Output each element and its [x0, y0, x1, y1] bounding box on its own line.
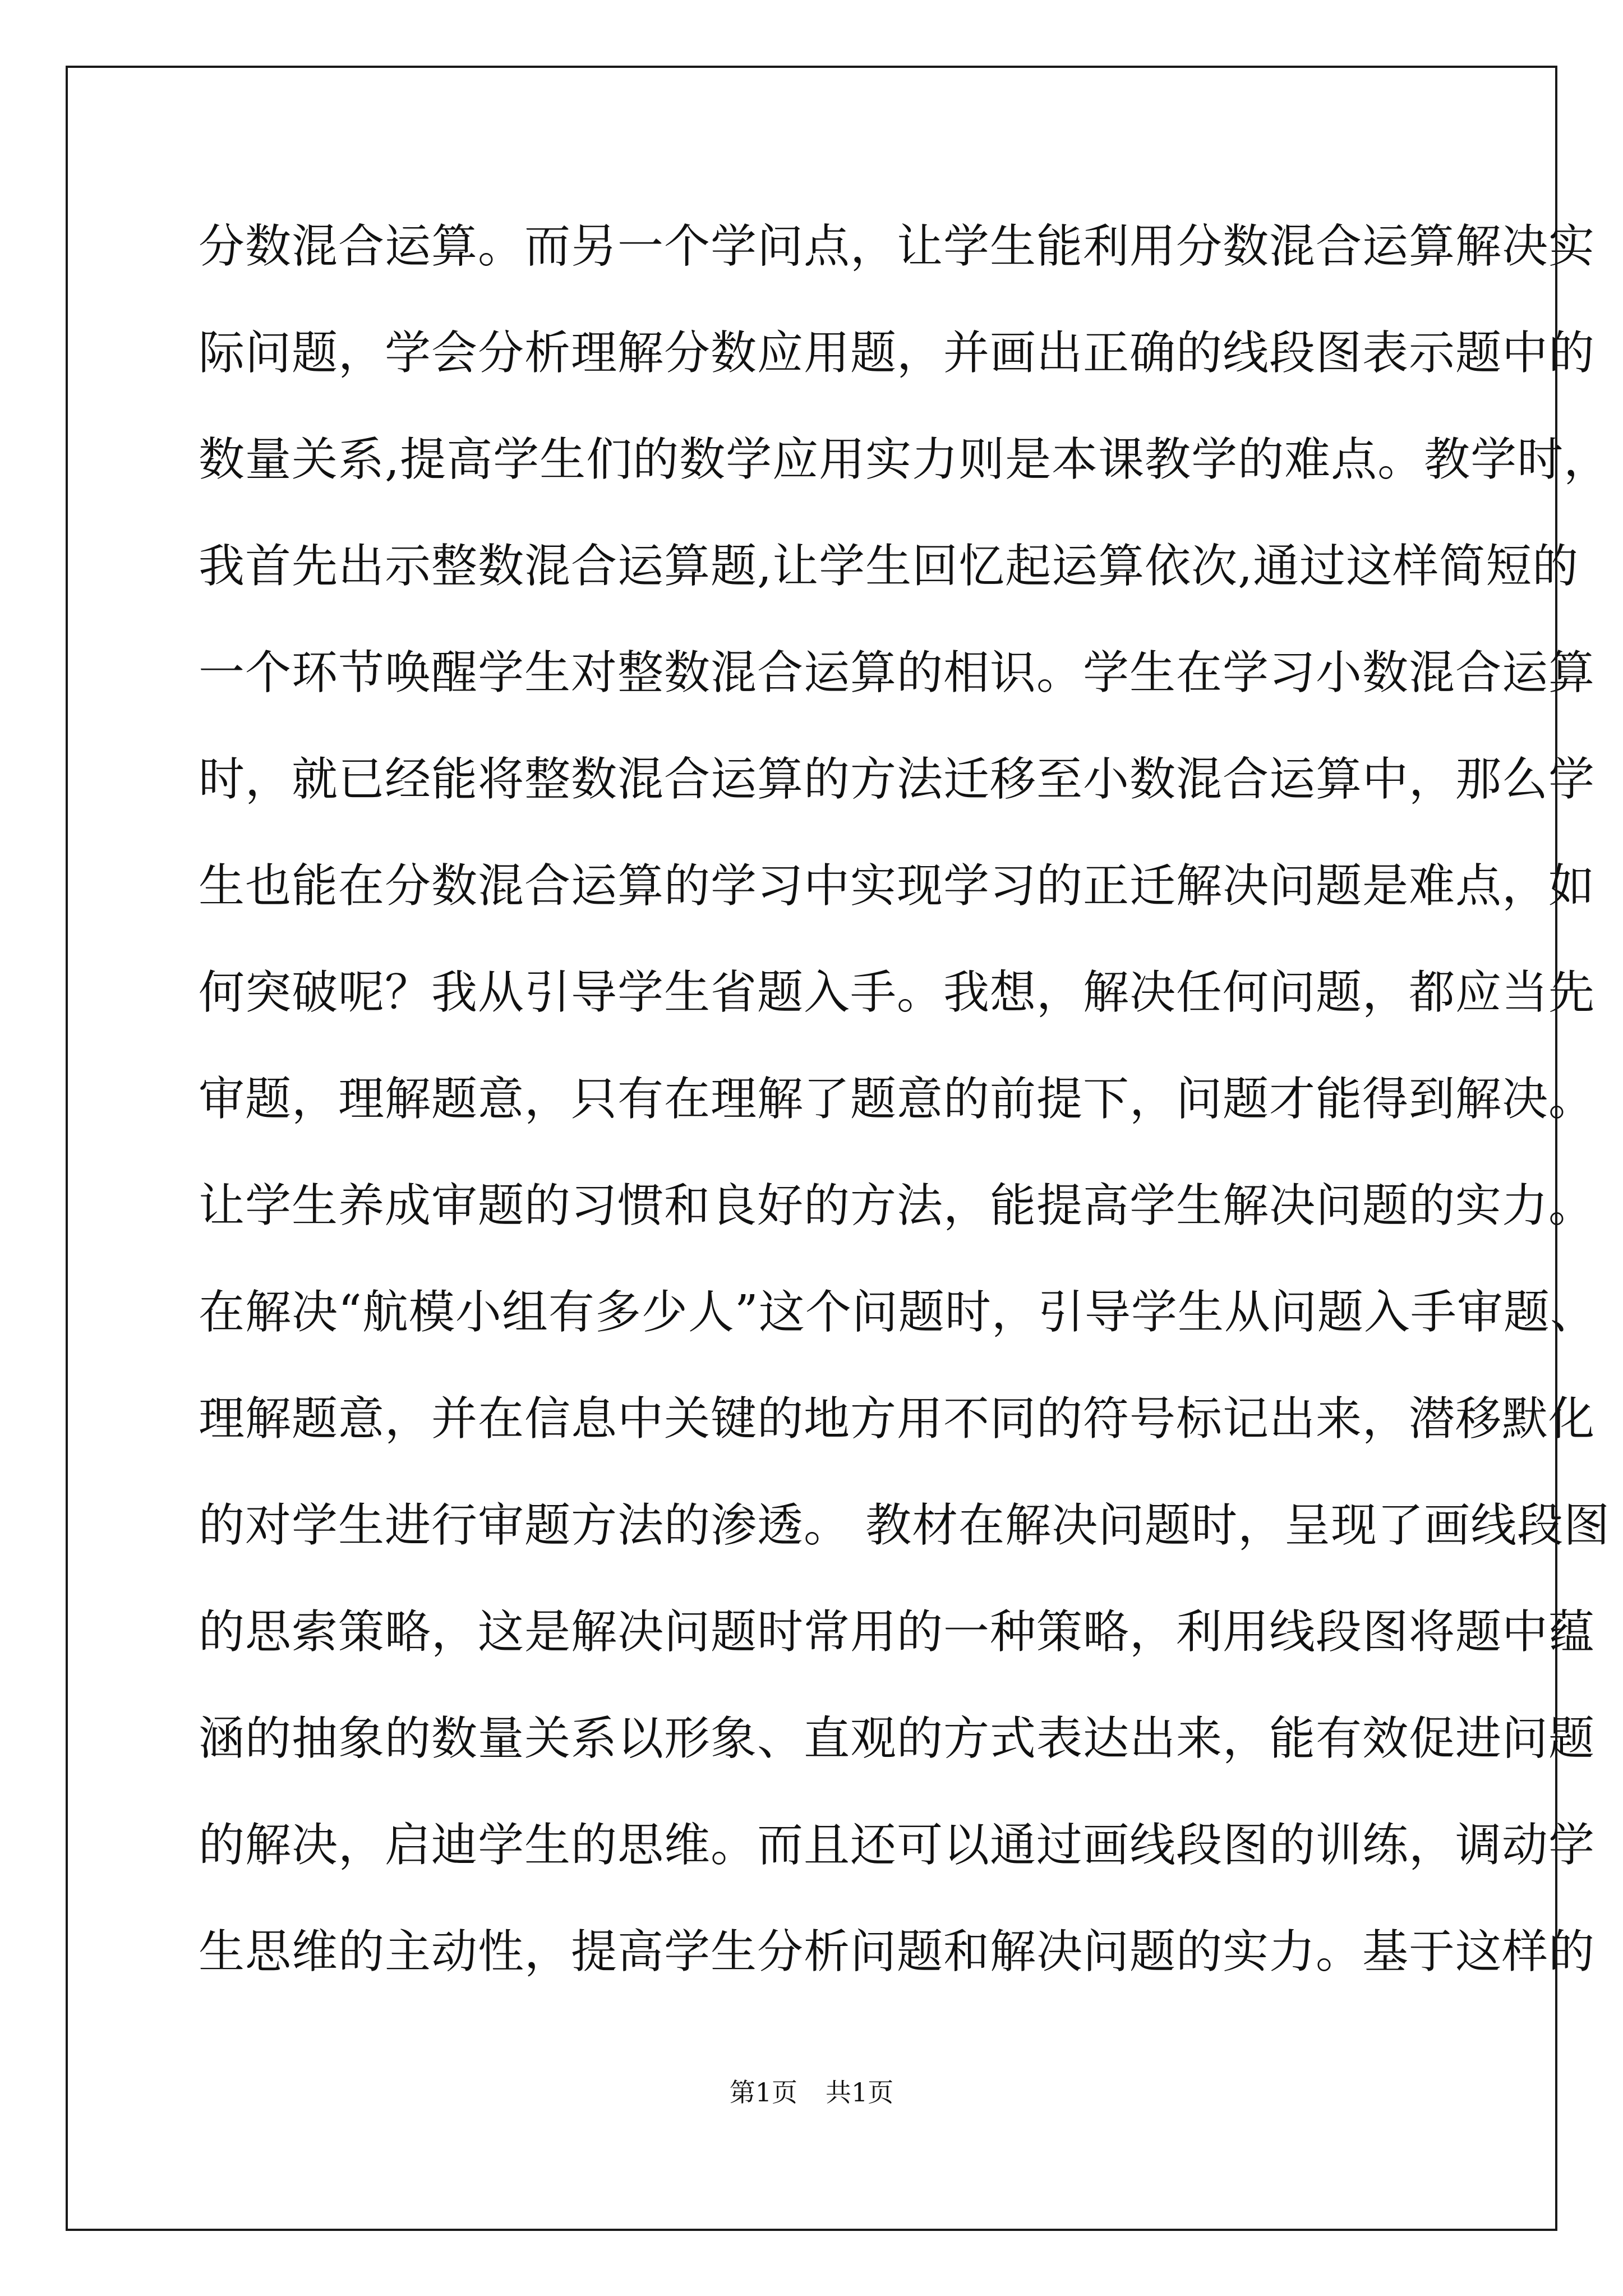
text-line: 分数混合运算。而另一个学问点，让学生能利用分数混合运算解决实 — [199, 220, 1596, 273]
text-line: 时，就已经能将整数混合运算的方法迁移至小数混合运算中，那么学 — [199, 753, 1596, 806]
page-footer — [0, 2076, 1623, 2109]
page-number-current: 第1页 — [729, 2077, 797, 2108]
text-line: 在解决“航模小组有多少人”这个问题时，引导学生从问题入手审题、 — [199, 1286, 1597, 1339]
text-line: 让学生养成审题的习惯和良好的方法，能提高学生解决问题的实力。 — [199, 1179, 1596, 1232]
text-line: 的解决，启迪学生的思维。而且还可以通过画线段图的训练，调动学 — [199, 1819, 1596, 1872]
text-line: 理解题意，并在信息中关键的地方用不同的符号标记出来，潜移默化 — [199, 1392, 1596, 1446]
text-line: 一个环节唤醒学生对整数混合运算的相识。学生在学习小数混合运算 — [199, 646, 1596, 700]
text-line: 生思维的主动性，提高学生分析问题和解决问题的实力。基于这样的 — [199, 1925, 1596, 1978]
text-line: 涵的抽象的数量关系以形象、直观的方式表达出来，能有效促进问题 — [199, 1712, 1596, 1765]
text-line: 的思索策略，这是解决问题时常用的一种策略，利用线段图将题中蕴 — [199, 1605, 1596, 1659]
text-line: 审题，理解题意，只有在理解了题意的前提下，问题才能得到解决。 — [199, 1073, 1596, 1126]
text-line: 生也能在分数混合运算的学习中实现学习的正迁解决问题是难点，如 — [199, 859, 1596, 913]
text-line: 何突破呢？我从引导学生省题入手。我想，解决任何问题，都应当先 — [199, 966, 1596, 1019]
text-line: 的对学生进行审题方法的渗透。 教材在解决问题时，呈现了画线段图 — [199, 1499, 1611, 1552]
document-body — [199, 194, 1611, 2005]
text-line: 数量关系,提高学生们的数学应用实力则是本课教学的难点。教学时， — [199, 433, 1611, 486]
page-number-total: 共1页 — [826, 2077, 894, 2108]
text-line: 际问题，学会分析理解分数应用题，并画出正确的线段图表示题中的 — [199, 326, 1596, 380]
text-line: 我首先出示整数混合运算题,让学生回忆起运算依次,通过这样简短的 — [199, 540, 1579, 593]
